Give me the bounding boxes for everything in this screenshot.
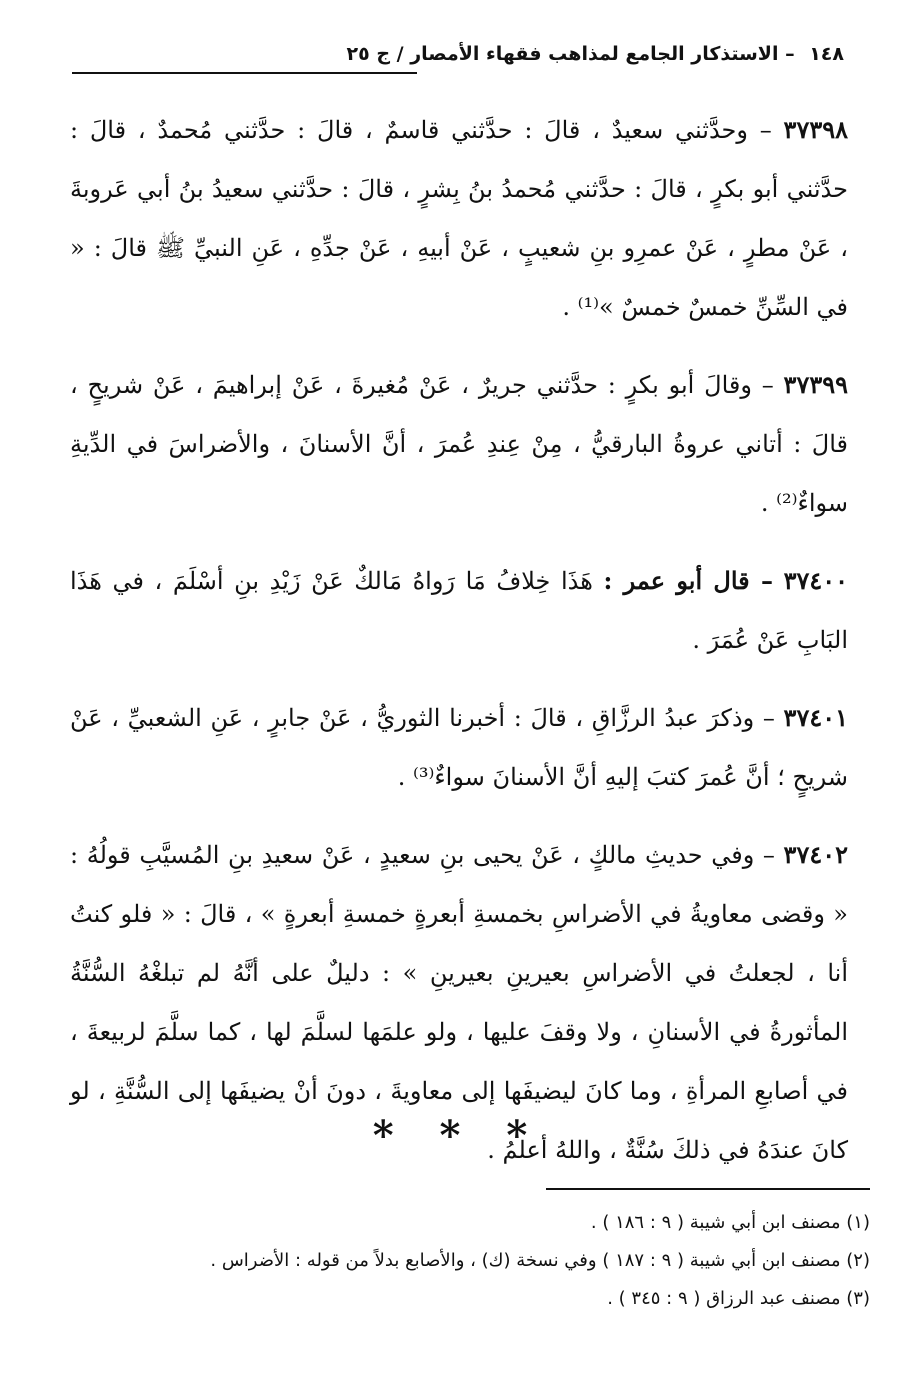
paragraph-number: ٣٧٣٩٨: [783, 115, 848, 144]
footnote-rule: [546, 1188, 870, 1190]
page-number: ١٤٨: [809, 43, 844, 65]
paragraph-37400: [70, 551, 848, 670]
footnote-2: (٢) مصنف ابن أبي شيبة ( ٩ : ١٨٧ ) وفي نسخة (ك) ، والأصابع بدلاً من قوله : الأضراس .: [210, 1250, 870, 1271]
footnote-3: (٣) مصنف عبد الرزاق ( ٩ : ٣٤٥ ) .: [607, 1288, 870, 1309]
paragraph-text: – وفي حديثِ مالكٍ ، عَنْ يحيى بنِ سعيدٍ ، عَنْ سعيدِ بنِ المُسيَّبِ قولُهُ : « وقضى معاويةُ في الأضراسِ بخمسةِ أبعرةٍ خمسةِ أبعرةٍ » ، قالَ : « فلو كنتُ أنا ، لجعلتُ في الأضراسِ بعيرينِ بعيرينِ » : دليلٌ على أنَّهُ لم تبلغْهُ السُّنَّةُ المأثورةُ في الأسنانِ ، ولا وقفَ عليها ، ولو علمَها لسلَّمَ لها ، كما سلَّمَ لربيعةَ ، في أصابعِ المرأةِ ، وما كانَ ليضيفَها إلى معاويةَ ، دونَ أنْ يضيفَها إلى السُّنَّةِ ، لو كانَ عندَهُ في ذلكَ سُنَّةٌ ، واللهُ أعلمُ .: [70, 841, 848, 1164]
paragraph-37398: [70, 100, 848, 337]
footnotes: [60, 1204, 870, 1318]
paragraph-37401: [70, 688, 848, 807]
paragraph-number: ٣٧٤٠١: [783, 703, 848, 732]
paragraph-text: هَذَا خِلافُ مَا رَواهُ مَالكٌ عَنْ زَيْدِ بنِ أسْلَمَ ، في هَذَا البَابِ عَنْ عُمَرَ .: [70, 567, 848, 654]
paragraph-37399: [70, 355, 848, 533]
book-title: – الاستذكار الجامع لمذاهب فقهاء الأمصار / ج ٢٥: [346, 43, 795, 65]
section-break-asterisks: * * *: [372, 1112, 544, 1159]
paragraph-text: – وحدَّثني سعيدٌ ، قالَ : حدَّثني قاسمٌ ، قالَ : حدَّثني مُحمدٌ ، قالَ : حدَّثني أبو بكرٍ ، قالَ : حدَّثني مُحمدُ بنُ بِشرٍ ، قالَ : حدَّثني سعيدُ بنُ أبي عَروبةَ ، عَنْ مطرٍ ، عَنْ عمرِو بنِ شعيبٍ ، عَنْ أبيهِ ، عَنْ جدِّهِ ، عَنِ النبيِّ ﷺ قالَ : « في السِّنِّ خمسٌ خمسٌ »⁽¹⁾ .: [70, 116, 848, 321]
main-text: [70, 100, 848, 1198]
paragraph-number: ٣٧٤٠٢: [783, 840, 848, 869]
speaker-label: – قال أبو عمر :: [603, 566, 773, 595]
paragraph-text: – وقالَ أبو بكرٍ : حدَّثني جريرٌ ، عَنْ مُغيرةَ ، عَنْ إبراهيمَ ، عَنْ شريحٍ ، قالَ : أتاني عروةُ البارقيُّ ، مِنْ عِندِ عُمرَ ، أنَّ الأسنانَ ، والأضراسَ في الدِّيةِ سواءٌ⁽²⁾ .: [70, 371, 848, 517]
footnote-1: (١) مصنف ابن أبي شيبة ( ٩ : ١٨٦ ) .: [590, 1212, 870, 1233]
paragraph-text: – وذكرَ عبدُ الرزَّاقِ ، قالَ : أخبرنا الثوريُّ ، عَنْ جابرٍ ، عَنِ الشعبيِّ ، عَنْ شريحٍ ؛ أنَّ عُمرَ كتبَ إليهِ أنَّ الأسنانَ سواءٌ⁽³⁾ .: [70, 704, 848, 791]
paragraph-number: ٣٧٣٩٩: [783, 370, 848, 399]
paragraph-number: ٣٧٤٠٠: [783, 566, 849, 595]
running-header: [64, 34, 844, 74]
header-rule: [72, 72, 417, 74]
